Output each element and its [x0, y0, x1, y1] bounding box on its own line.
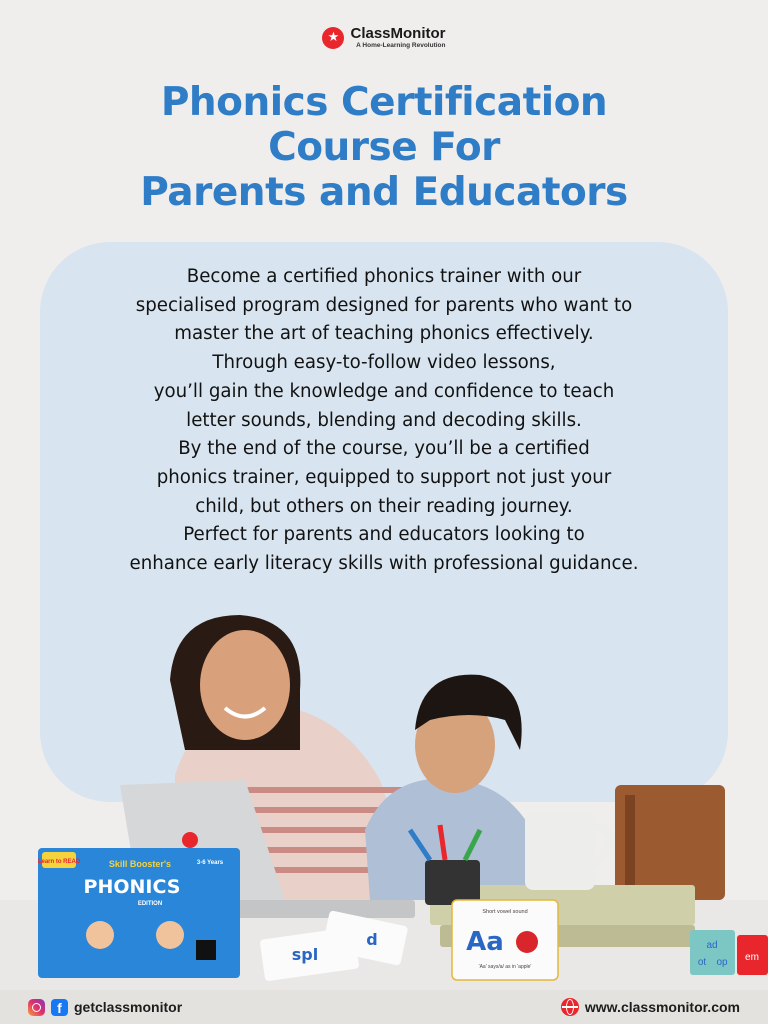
cube-label: ot — [697, 957, 707, 968]
star-logo-icon — [182, 832, 198, 848]
globe-icon — [561, 998, 579, 1016]
coffee-mug — [525, 810, 595, 890]
title-line-3: Parents and Educators — [140, 170, 628, 215]
cube-label: ad — [706, 940, 718, 951]
apple-icon — [516, 931, 538, 953]
description-line: letter sounds, blending and decoding skills. — [186, 409, 582, 431]
description-line: Become a certified phonics trainer with our — [186, 266, 582, 287]
cube-label: em — [745, 952, 759, 963]
website-link[interactable]: www.classmonitor.com — [584, 999, 740, 1015]
brand-logo — [0, 26, 768, 50]
brand-tagline: A Home-Learning Revolution — [356, 42, 446, 49]
letter-cube — [690, 930, 735, 975]
star-logo-icon: ★ — [322, 27, 344, 49]
description-line: enhance early literacy skills with professional guidance. — [129, 553, 639, 575]
product-brand: Skill Booster's — [108, 859, 172, 869]
footer — [0, 990, 768, 1024]
product-name: PHONICS — [83, 876, 181, 898]
mother-face — [200, 630, 290, 740]
description-line: By the end of the course, you’ll be a certified — [178, 438, 590, 460]
product-badge: Learn to READ — [37, 859, 81, 865]
description-line: Through easy-to-follow video lessons, — [212, 352, 556, 374]
word-card-label: spl — [291, 945, 319, 964]
title-line-2: Course For — [268, 125, 500, 170]
mother-and-child-photo — [0, 600, 768, 990]
description-line: child, but others on their reading journey. — [195, 495, 573, 517]
description-line: phonics trainer, equipped to support not just your — [156, 466, 612, 488]
flashcard-header: Short vowel sound — [482, 909, 528, 915]
flashcard-letters: Aa — [466, 927, 504, 957]
social-handle[interactable]: getclassmonitor — [74, 999, 183, 1015]
description-line: you’ll gain the knowledge and confidence to teach — [153, 380, 615, 402]
flashcard-caption: 'Aa' says/a/ as in 'apple' — [478, 964, 532, 970]
word-card-label: d — [366, 930, 378, 949]
description-line: specialised program designed for parents who want to — [135, 294, 633, 316]
facebook-icon[interactable]: f — [51, 999, 68, 1016]
cube-label: op — [716, 957, 728, 968]
title-line-1: Phonics Certification — [160, 80, 608, 125]
instagram-icon[interactable] — [28, 999, 45, 1016]
description-line: Perfect for parents and educators looking to — [183, 524, 585, 546]
page-title — [0, 80, 768, 215]
pencil-holder — [425, 860, 480, 905]
product-age: 3-6 Years — [196, 860, 224, 866]
brand-name: ClassMonitor — [350, 25, 446, 42]
product-edition: EDITION — [137, 901, 163, 907]
course-description — [40, 263, 728, 579]
description-line: master the art of teaching phonics effectively. — [174, 323, 594, 345]
